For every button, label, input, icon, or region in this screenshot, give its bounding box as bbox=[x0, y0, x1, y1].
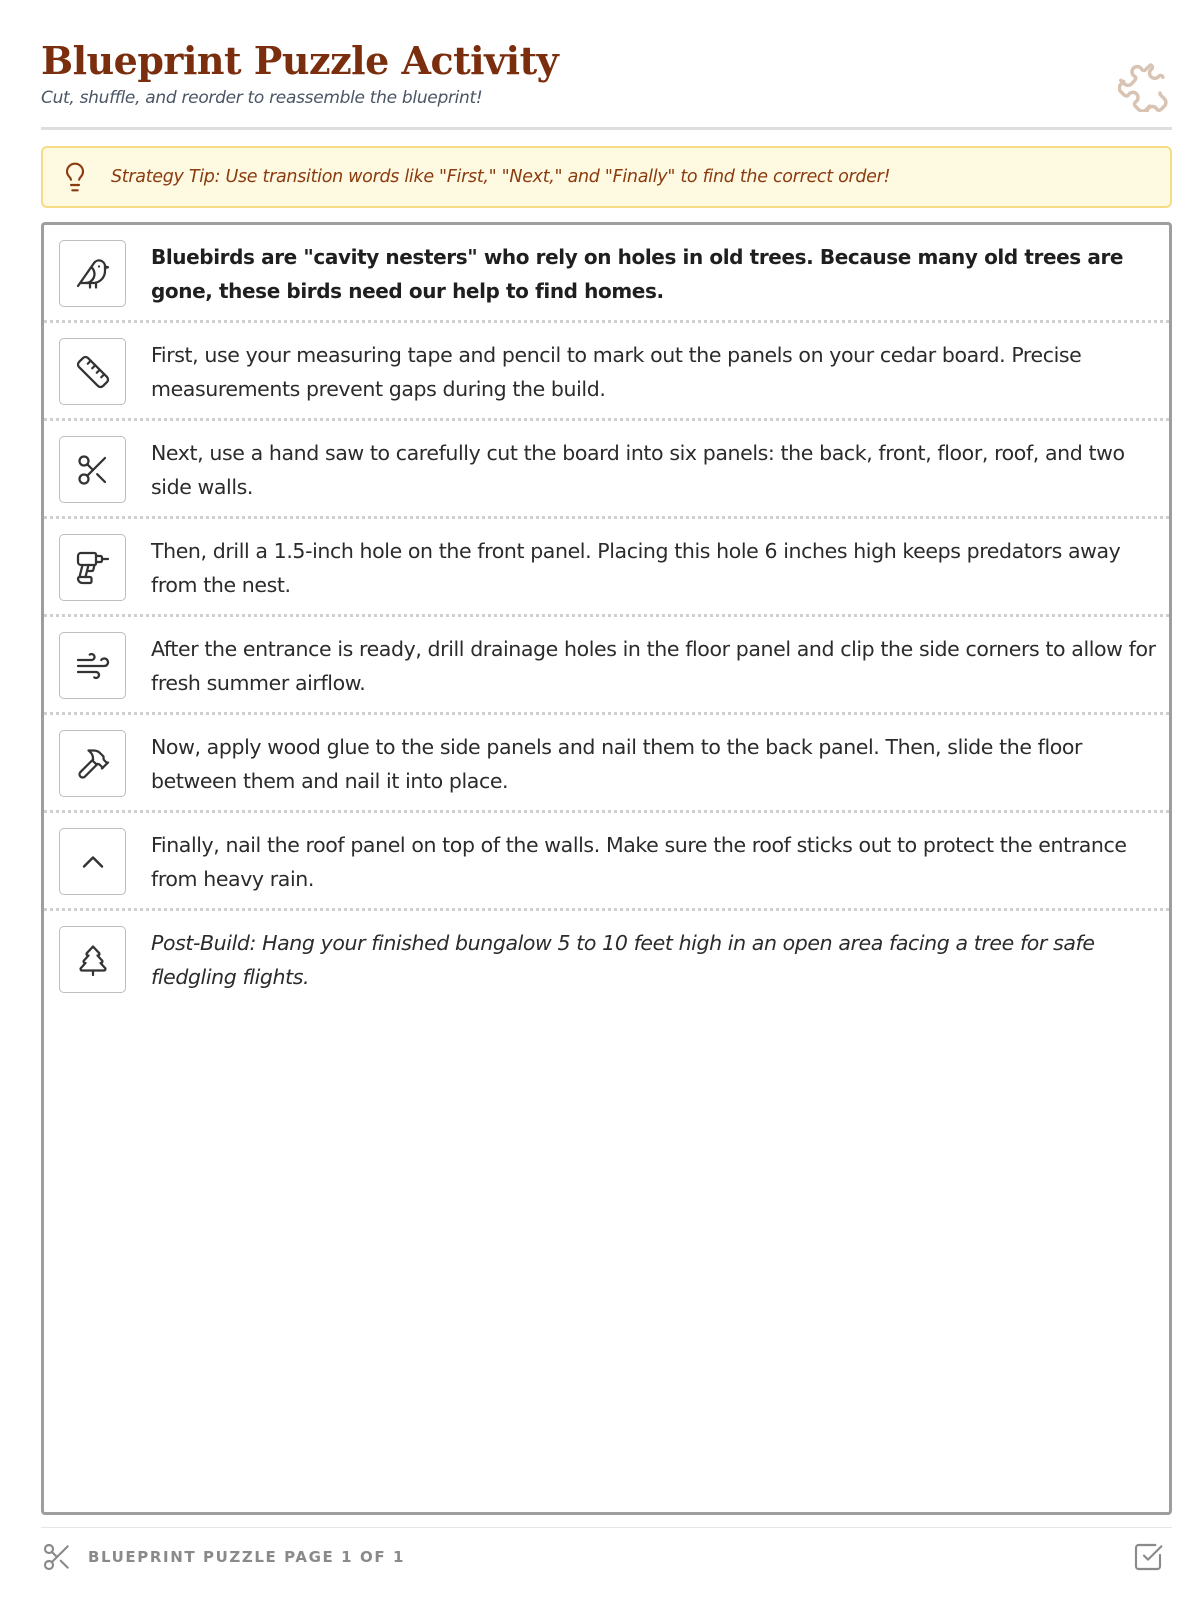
drill-icon bbox=[75, 550, 111, 586]
page-subtitle: Cut, shuffle, and reorder to reassemble the blueprint! bbox=[41, 88, 483, 108]
page-footer bbox=[41, 1527, 1172, 1587]
checkbox-icon bbox=[1132, 1541, 1164, 1573]
puzzle-piece[interactable] bbox=[44, 813, 1169, 911]
scissors-icon bbox=[75, 452, 111, 488]
hammer-icon bbox=[75, 746, 111, 782]
puzzle-piece[interactable] bbox=[44, 911, 1169, 1009]
piece-icon-box bbox=[59, 338, 126, 405]
piece-text: First, use your measuring tape and pencil to mark out the panels on your cedar board. Precise measurements prevent gaps during the build. bbox=[151, 343, 1082, 401]
puzzle-piece[interactable] bbox=[44, 323, 1169, 421]
strategy-tip bbox=[41, 146, 1172, 208]
piece-text: Now, apply wood glue to the side panels and nail them to the back panel. Then, slide the floor between them and nail it into place. bbox=[151, 735, 1083, 793]
puzzle-piece[interactable] bbox=[44, 225, 1169, 323]
piece-icon-box bbox=[59, 926, 126, 993]
bird-icon bbox=[75, 256, 111, 292]
piece-icon-box bbox=[59, 240, 126, 307]
puzzle-piece[interactable] bbox=[44, 715, 1169, 813]
footer-page-label: BLUEPRINT PUZZLE PAGE 1 OF 1 bbox=[88, 1548, 406, 1566]
wind-icon bbox=[75, 648, 111, 684]
piece-text: After the entrance is ready, drill drainage holes in the floor panel and clip the side corners to allow for fresh summer airflow. bbox=[151, 637, 1156, 695]
piece-text: Then, drill a 1.5-inch hole on the front panel. Placing this hole 6 inches high keeps predators away from the nest. bbox=[151, 539, 1121, 597]
puzzle-piece[interactable] bbox=[44, 421, 1169, 519]
ruler-icon bbox=[75, 354, 111, 390]
piece-icon-box bbox=[59, 828, 126, 895]
puzzle-piece[interactable] bbox=[44, 617, 1169, 715]
scissors-icon bbox=[41, 1541, 73, 1573]
piece-text: Next, use a hand saw to carefully cut the board into six panels: the back, front, floor, roof, and two side walls. bbox=[151, 441, 1125, 499]
puzzle-piece[interactable] bbox=[44, 519, 1169, 617]
chevron-up-icon bbox=[75, 844, 111, 880]
tree-icon bbox=[75, 942, 111, 978]
piece-icon-box bbox=[59, 730, 126, 797]
lightbulb-icon bbox=[59, 161, 91, 193]
puzzle-board bbox=[41, 222, 1172, 1515]
piece-text: Post-Build: Hang your finished bungalow 5 to 10 feet high in an open area facing a tree for safe fledgling flights. bbox=[151, 931, 1095, 989]
puzzle-piece-icon bbox=[1118, 60, 1170, 112]
page-header bbox=[41, 36, 1172, 130]
piece-text: Finally, nail the roof panel on top of the walls. Make sure the roof sticks out to protect the entrance from heavy rain. bbox=[151, 833, 1127, 891]
piece-icon-box bbox=[59, 534, 126, 601]
page-title: Blueprint Puzzle Activity bbox=[41, 38, 559, 83]
tip-text: Strategy Tip: Use transition words like "First," "Next," and "Finally" to find the correct order! bbox=[111, 167, 891, 187]
piece-icon-box bbox=[59, 632, 126, 699]
piece-text: Bluebirds are "cavity nesters" who rely on holes in old trees. Because many old trees are gone, these birds need our help to find homes. bbox=[151, 245, 1124, 303]
piece-icon-box bbox=[59, 436, 126, 503]
